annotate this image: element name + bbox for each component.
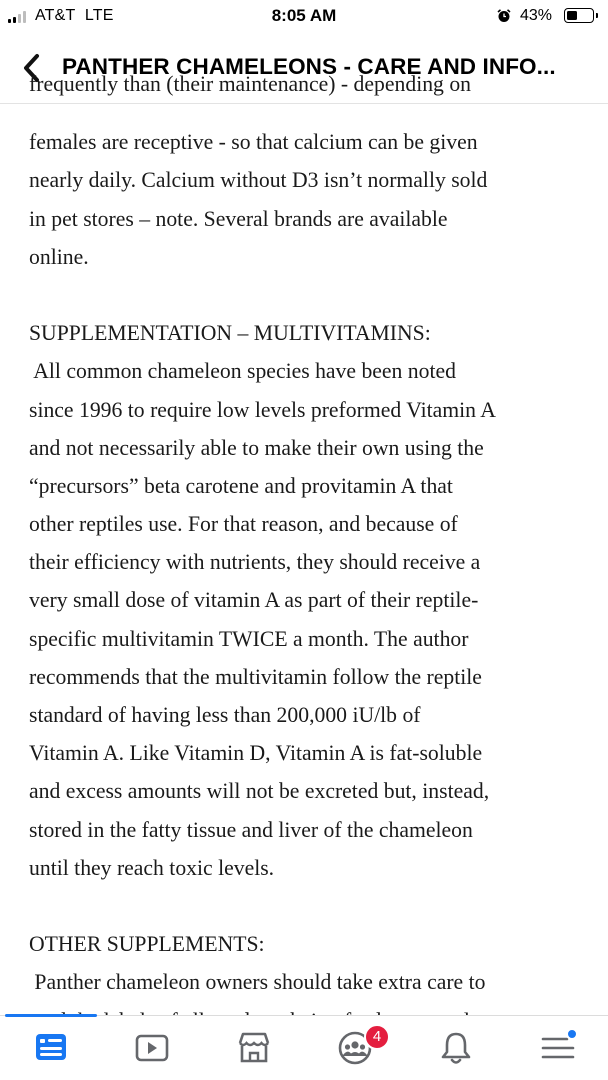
- status-bar: [0, 0, 608, 34]
- article-body[interactable]: [0, 72, 608, 1015]
- article-line: and not necessarily able to make their own using the: [29, 435, 484, 460]
- article-line: very small dose of vitamin A as part of their reptile-: [29, 588, 479, 613]
- article-line: online.: [29, 244, 89, 269]
- paragraph-gap: [29, 276, 599, 314]
- section-heading-other-supplements: OTHER SUPPLEMENTS:: [29, 932, 265, 957]
- article-line: Vitamin A. Like Vitamin D, Vitamin A is fat-soluble: [29, 741, 483, 766]
- article-line: nearly daily. Calcium without D3 isn’t normally sold: [29, 168, 488, 193]
- article-line: females are receptive - so that calcium can be given: [29, 130, 478, 155]
- active-tab-indicator: [5, 1014, 97, 1017]
- status-time: 8:05 AM: [271, 6, 337, 25]
- article-line: recommends that the multivitamin follow the reptile: [29, 664, 482, 689]
- article-line: in pet stores – note. Several brands are available: [29, 206, 448, 231]
- article-line: until they reach toxic levels.: [29, 855, 275, 880]
- news-feed-icon: [29, 1026, 73, 1070]
- article-line: Panther chameleon owners should take extra care to: [29, 970, 486, 995]
- battery-percentage: 43%: [520, 7, 553, 24]
- page-title: PANTHER CHAMELEONS - CARE AND INFO...: [62, 54, 556, 79]
- carrier-label: AT&T LTE: [35, 7, 114, 24]
- paragraph-gap: [29, 887, 599, 925]
- tab-marketplace[interactable]: [232, 1026, 276, 1070]
- network-type: LTE: [84, 7, 114, 24]
- bottom-tab-bar: [0, 1015, 608, 1080]
- groups-notification-badge: 4: [364, 1024, 390, 1050]
- article-line: specific multivitamin TWICE a month. The author: [29, 626, 469, 651]
- article-line-partial: frequently than (their maintenance) - depending on: [29, 72, 472, 96]
- article-line: “precursors” beta carotene and provitamin A that: [29, 473, 453, 498]
- alarm-icon: [497, 9, 511, 23]
- storefront-icon: [232, 1026, 276, 1070]
- article-line: stored in the fatty tissue and liver of the chameleon: [29, 817, 473, 842]
- tab-news-feed[interactable]: [29, 1026, 73, 1070]
- article-line: and excess amounts will not be excreted but, instead,: [29, 779, 490, 804]
- article-line: their efficiency with nutrients, they should receive a: [29, 550, 481, 575]
- tab-watch[interactable]: [130, 1026, 174, 1070]
- article-line: standard of having less than 200,000 iU/lb of: [29, 703, 421, 727]
- partial-line-clip: [29, 72, 599, 123]
- article-line: other reptiles use. For that reason, and because of: [29, 512, 458, 537]
- video-play-icon: [130, 1026, 174, 1070]
- article-line: since 1996 to require low levels preformed Vitamin A: [29, 397, 496, 422]
- battery-cap: [596, 13, 598, 18]
- tab-notifications[interactable]: [434, 1026, 478, 1070]
- article-line: All common chameleon species have been noted: [29, 359, 456, 384]
- battery-icon: [564, 8, 594, 23]
- section-heading-multivitamins: SUPPLEMENTATION – MULTIVITAMINS:: [29, 321, 431, 346]
- bell-icon: [434, 1026, 478, 1070]
- menu-notification-dot: [566, 1028, 578, 1040]
